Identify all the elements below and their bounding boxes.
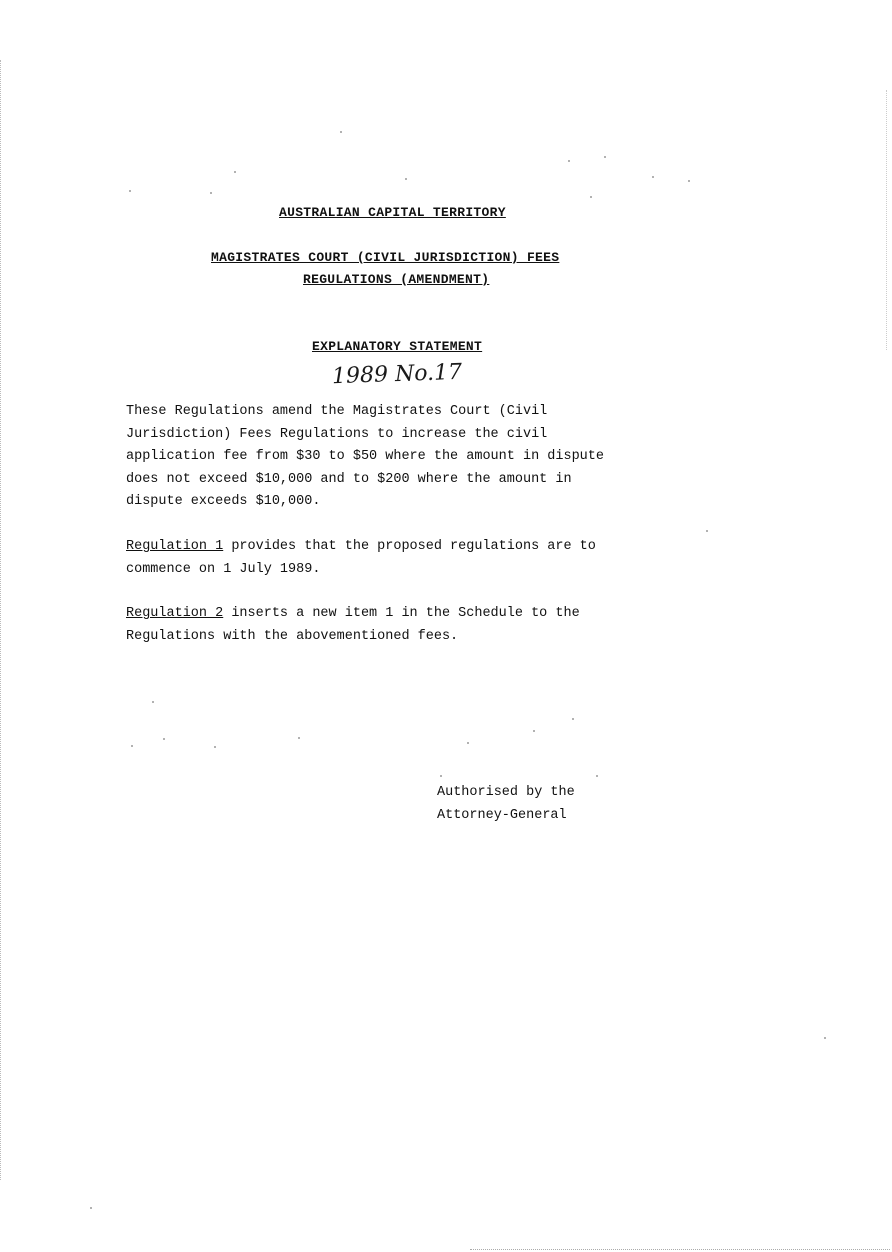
scan-speck: [706, 530, 708, 532]
intro-paragraph: These Regulations amend the Magistrates Court (Civil Jurisdiction) Fees Regulations to increase the civil application fee from $30 to $50 where the amount in dispute does not exceed $10,000 and to $200 where the amount in dispute exceeds $10,000.: [126, 404, 604, 509]
regulation-1-label: Regulation 1: [126, 539, 224, 554]
scan-edge-bottom: [470, 1249, 890, 1251]
scan-edge-right: [886, 90, 888, 350]
handwritten-reference-number: 1989 No.17: [331, 359, 463, 390]
regulation-title-line-1: MAGISTRATES COURT (CIVIL JURISDICTION) FEES: [211, 250, 560, 265]
scan-speck: [590, 196, 592, 198]
scan-speck: [568, 160, 570, 162]
regulation-1-paragraph: [126, 536, 686, 581]
scan-speck: [298, 737, 300, 739]
authorisation-block: Authorised by the Attorney-General: [437, 785, 575, 823]
scan-speck: [440, 775, 442, 777]
scan-speck: [152, 701, 154, 703]
scan-speck: [596, 775, 598, 777]
scan-speck: [90, 1207, 92, 1209]
jurisdiction-heading: AUSTRALIAN CAPITAL TERRITORY: [279, 205, 506, 220]
scan-speck: [129, 190, 131, 192]
scan-speck: [824, 1037, 826, 1039]
scan-speck: [131, 745, 133, 747]
scan-speck: [340, 131, 342, 133]
explanatory-statement-heading: EXPLANATORY STATEMENT: [312, 339, 483, 354]
scan-speck: [405, 178, 407, 180]
scan-speck: [688, 180, 690, 182]
regulation-2-paragraph: [126, 603, 686, 648]
scan-speck: [210, 192, 212, 194]
scan-speck: [234, 171, 236, 173]
scan-speck: [652, 176, 654, 178]
scan-speck: [467, 742, 469, 744]
regulation-2-label: Regulation 2: [126, 606, 224, 621]
scan-speck: [604, 156, 606, 158]
scan-edge-left: [0, 60, 2, 1180]
regulation-1-text: provides that the proposed regulations are to commence on 1 July 1989.: [126, 539, 596, 577]
regulation-title-line-2: REGULATIONS (AMENDMENT): [303, 272, 490, 287]
scan-speck: [214, 746, 216, 748]
regulation-2-text: inserts a new item 1 in the Schedule to the Regulations with the abovementioned fees.: [126, 606, 580, 644]
scan-speck: [533, 730, 535, 732]
scan-speck: [163, 738, 165, 740]
scan-speck: [572, 718, 574, 720]
